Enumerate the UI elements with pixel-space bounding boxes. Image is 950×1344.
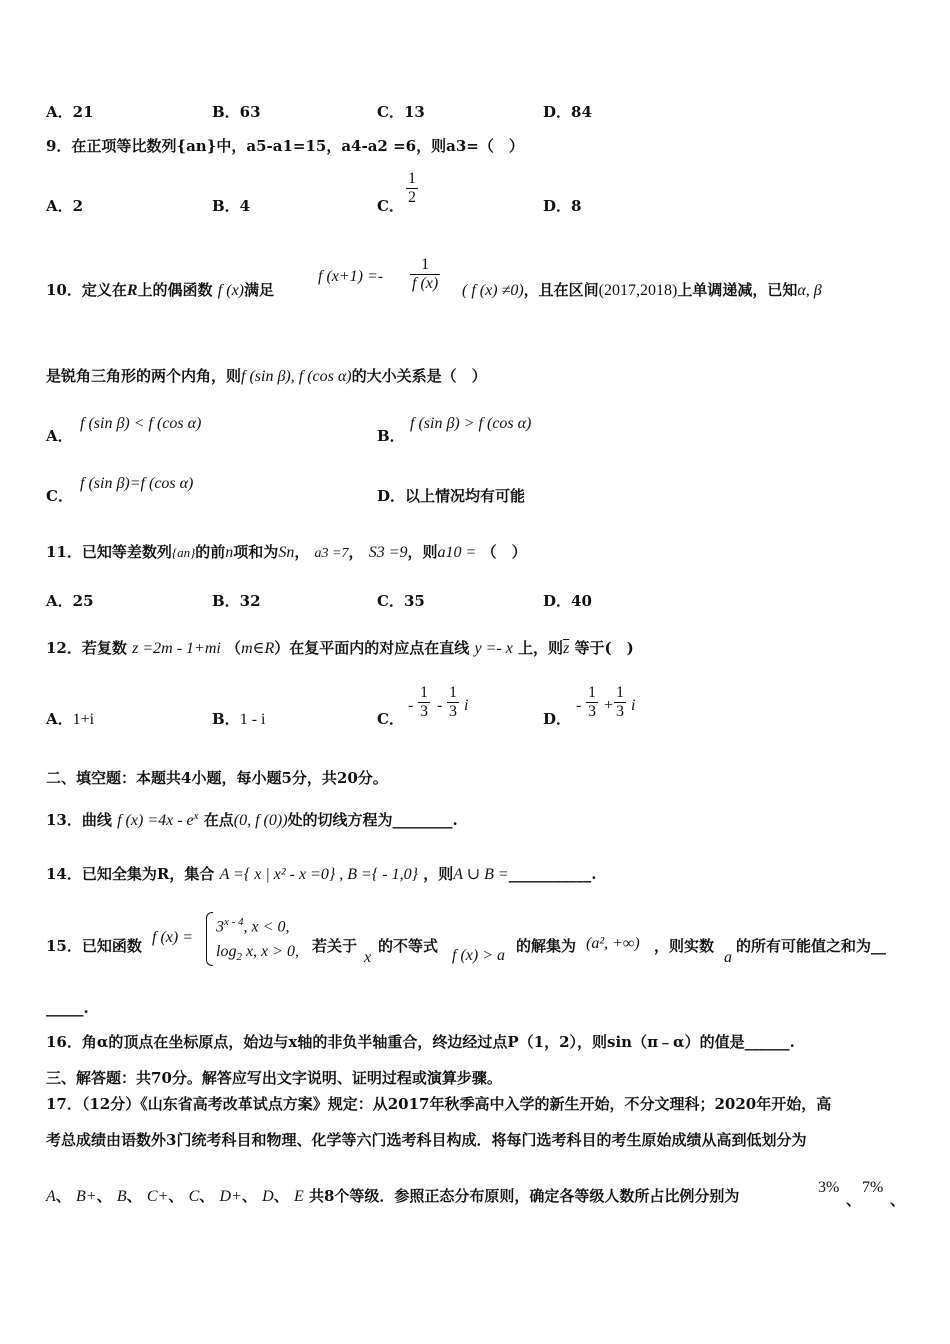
q12-d-mid: + (604, 697, 614, 714)
q12-c-num2: 1 (449, 684, 457, 701)
q9-option-c-label: C． (377, 197, 404, 215)
q10-cond: f (x+1) =- (318, 268, 384, 285)
q12-c-mid: - (437, 697, 443, 714)
q11-lead: 11．已知等差数列 (46, 543, 172, 561)
q8-option-c: C．13 (377, 103, 425, 121)
q11-mid1: 的前 (195, 543, 226, 561)
q12-option-b (212, 709, 265, 730)
q10-option-a-label: A． (46, 427, 73, 445)
q11-mid3: ，则 (407, 543, 438, 561)
q15-ineq: f (x) > a (452, 947, 505, 964)
q11-stem: 11．已知等差数列{an}的前n项和为Sn， a3 =7， S3 =9，则a10 = （ ） (46, 543, 527, 561)
q15-case2 (216, 942, 299, 967)
q12-zbar: $\overline{z}$ (563, 640, 570, 657)
q11-cond1: a3 =7 (314, 546, 349, 561)
q12-a-label: A． (46, 710, 73, 728)
q17-end: 、 (890, 1191, 906, 1209)
q15-a: a (724, 949, 732, 966)
q10-option-b-label: B． (377, 427, 405, 445)
q10-fx: f (x) (217, 282, 244, 299)
grade-d-plus: D+ (219, 1188, 242, 1205)
q10-interval: (2017,2018) (598, 282, 678, 299)
q14-expr2: A ∪ B = (453, 866, 509, 883)
q10-mid3: ，且在区间 (523, 281, 599, 299)
q15-fx: f (x) = (152, 929, 193, 946)
q12-d-den1: 3 (588, 703, 596, 720)
q15-brace (206, 912, 213, 966)
grade-c-plus: C+ (146, 1188, 169, 1205)
q12-c-den2: 3 (449, 703, 457, 720)
q9-c-numerator: 1 (408, 170, 416, 187)
q15-set: (a², +∞) (586, 935, 640, 952)
q11-n: n (225, 544, 234, 561)
q10-line1-tail (462, 280, 822, 301)
q10-line2-b: 的大小关系是（ ） (351, 367, 487, 385)
q15-case1 (216, 912, 289, 937)
q12-stem (46, 638, 634, 659)
q13-point: (0, f (0)) (233, 812, 288, 829)
q12-tail: 等于( ) (574, 639, 634, 657)
q12-mid1: ）在复平面内的对应点在直线 (274, 639, 470, 657)
grade-a: A (46, 1188, 56, 1205)
q15-tail: 的所有可能值之和为__ (736, 937, 887, 955)
grade-b: B (116, 1188, 127, 1205)
q10-mid1: 上的偶函数 (137, 281, 213, 299)
q17-pct2: 7% (862, 1179, 884, 1196)
sep-5: 、 (199, 1187, 215, 1205)
section-2-heading: 二、填空题：本题共4小题，每小题5分，共20分。 (46, 769, 388, 787)
grade-e: E (293, 1188, 304, 1205)
q13-tail: 处的切线方程为________. (287, 811, 458, 829)
q12-d-num2: 1 (616, 684, 624, 701)
q12-b-value: 1 - i (239, 711, 266, 728)
q11-sn: Sn (278, 544, 295, 561)
q13-exp: x (193, 810, 199, 822)
q11-option-b: B．32 (212, 592, 261, 610)
sep-4: 、 (168, 1187, 184, 1205)
q10-cond2: ( f (x) ≠0) (462, 282, 524, 299)
q12-option-a (46, 709, 94, 730)
q10-option-a: f (sin β) < f (cos α) (80, 415, 202, 432)
q16-stem: 16．角α的顶点在坐标原点，始边与x轴的非负半轴重合，终边经过点P（1，2），则sin（π﹣α）的值是______. (46, 1033, 795, 1051)
q10-condition (318, 266, 383, 287)
q10-option-b: f (sin β) > f (cos α) (410, 415, 532, 432)
q14-mid: ，则 (423, 865, 454, 883)
q12-option-c-label: C． (377, 710, 404, 728)
q12-c-i: i (464, 697, 469, 714)
sep-7: 、 (273, 1187, 289, 1205)
q10-frac-den: f (x) (412, 275, 439, 292)
q15-case2-sub: 2 (236, 951, 242, 964)
q9-option-a: A．2 (46, 197, 84, 215)
q10-r: R (126, 282, 138, 299)
q10-option-c: f (sin β)=f (cos α) (80, 475, 194, 492)
q11-cond2: S3 =9 (368, 544, 408, 561)
q10-stem (46, 280, 274, 301)
sep-3: 、 (126, 1187, 142, 1205)
q15-mid2: 的不等式 (378, 937, 439, 955)
q10-alpha-beta: α, β (797, 282, 822, 299)
q17-line3-tail: 共8个等级．参照正态分布原则，确定各等级人数所占比例分别为 (308, 1187, 740, 1205)
q8-option-a: A．21 (46, 103, 94, 121)
q10-option-d: D．以上情况均有可能 (377, 487, 526, 505)
q12-a-value: 1+i (72, 711, 95, 728)
q10-line2-a: 是锐角三角形的两个内角，则 (46, 367, 242, 385)
q9-option-b: B．4 (212, 197, 251, 215)
q15-mid1: 若关于 (312, 937, 358, 955)
q8-option-d: D．84 (543, 103, 592, 121)
q10-mid2: 满足 (244, 281, 275, 299)
q10-option-c-label: C． (46, 487, 73, 505)
q11-tail: （ ） (481, 543, 527, 561)
q17-pct1: 3% (818, 1179, 840, 1196)
q10-fraction (410, 256, 440, 293)
q12-c-frac1 (418, 684, 430, 721)
q12-c-num1: 1 (420, 684, 428, 701)
q12-d-den2: 3 (616, 703, 624, 720)
q10-lead: 10．定义在 (46, 281, 127, 299)
q11-option-a: A．25 (46, 592, 94, 610)
q12-b-label: B． (212, 710, 240, 728)
q12-d-sign: - (576, 697, 582, 714)
grade-d: D (262, 1188, 274, 1205)
grade-b-plus: B+ (76, 1188, 97, 1205)
q10-line2-expr: f (sin β), f (cos α) (241, 368, 352, 385)
q12-d-frac1 (586, 684, 598, 721)
q11-option-d: D．40 (543, 592, 592, 610)
q12-option-d-label: D． (543, 710, 572, 728)
q11-option-c: C．35 (377, 592, 425, 610)
q11-seq: {an} (171, 545, 196, 560)
q12-line: y =- x (474, 640, 513, 657)
q9-stem: 9．在正项等比数列{an}中，a5-a1=15，a4-a2 =6，则a3=（ ） (46, 137, 524, 155)
q12-paren: （ (226, 639, 242, 657)
q11-mid2: 项和为 (233, 543, 279, 561)
grade-c: C (188, 1188, 200, 1205)
q9-option-d: D．8 (543, 197, 582, 215)
q12-mid2: 上，则 (518, 639, 564, 657)
q13-expr: f (x) =4x - e (117, 812, 194, 829)
q12-c-sign: - (408, 697, 414, 714)
sep-1: 、 (55, 1187, 71, 1205)
q15-mid3: 的解集为 (516, 937, 577, 955)
q15-case1-base: 3 (216, 918, 224, 936)
q13-lead: 13．曲线 (46, 811, 112, 829)
section-3-heading: 三、解答题：共70分。解答应写出文字说明、证明过程或演算步骤。 (46, 1069, 502, 1087)
q14-lead: 14．已知全集为R，集合 (46, 865, 215, 883)
q14-tail: ___________. (508, 865, 597, 883)
sep-2: 、 (96, 1187, 112, 1205)
q12-m: m∈R (241, 640, 275, 657)
q12-c-frac2 (447, 684, 459, 721)
q15-lead: 15．已知函数 (46, 937, 142, 955)
q12-d-num1: 1 (588, 684, 596, 701)
q15-x: x (364, 949, 372, 966)
q17-line3 (46, 1186, 739, 1207)
q12-c-den1: 3 (420, 703, 428, 720)
q13-mid: 在点 (203, 811, 234, 829)
q10-mid4: 上单调递减，已知 (677, 281, 798, 299)
q9-c-denominator: 2 (408, 189, 416, 206)
q15-case1-tail: , x < 0, (243, 918, 290, 936)
q9-option-c-fraction (406, 170, 418, 207)
sep-6: 、 (241, 1187, 257, 1205)
q14-stem (46, 864, 596, 885)
q12-z: z =2m - 1+mi (132, 640, 221, 657)
q15-line2: _____. (46, 999, 89, 1017)
q11-a10: a10 = (437, 544, 477, 561)
q15-case2-log: log (216, 943, 237, 960)
q15-mid4: ，则实数 (654, 937, 715, 955)
q15-case2-tail: x, x > 0, (241, 943, 299, 960)
q8-option-b: B．63 (212, 103, 261, 121)
q17-line1: 17．（12分）《山东省高考改革试点方案》规定：从2017年秋季高中入学的新生开始，不分文理科；2020年开始，高 (46, 1095, 832, 1113)
q17-sep-pct: 、 (846, 1191, 862, 1209)
q12-lead: 12．若复数 (46, 639, 127, 657)
q15-case1-exp: x - 4 (224, 916, 244, 928)
q10-line2 (46, 366, 487, 387)
q12-d-i: i (631, 697, 636, 714)
q17-line2: 考总成绩由语数外3门统考科目和物理、化学等六门选考科目构成．将每门选考科目的考生原始成绩从高到低划分为 (46, 1131, 807, 1149)
q10-frac-num: 1 (410, 256, 440, 275)
q12-d-frac2 (614, 684, 626, 721)
q14-expr: A ={ x | x² - x =0} , B ={ - 1,0} (219, 866, 418, 883)
q13-stem (46, 806, 458, 831)
